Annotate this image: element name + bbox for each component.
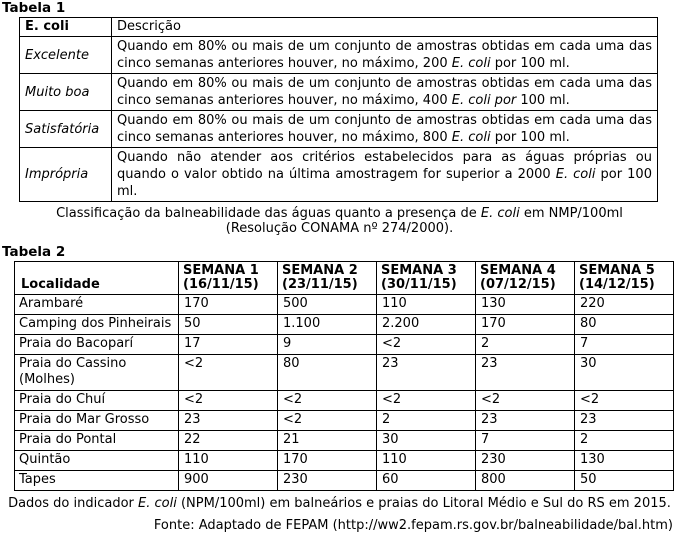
- table1-caption-line1: Classificação da balneabilidade das águas quanto a presença de E. coli em NMP/100ml: [56, 206, 623, 221]
- table2-header-row: [15, 262, 674, 295]
- table1-caption: [0, 206, 679, 236]
- table-row: [15, 315, 674, 335]
- classification-label: Muito boa: [20, 74, 112, 111]
- table2-header-week1: [179, 262, 278, 295]
- table-row: [15, 411, 674, 431]
- table2-header-localidade: Localidade: [15, 262, 179, 295]
- value-cell: <2: [377, 391, 476, 411]
- table-row: [15, 431, 674, 451]
- value-cell: 23: [575, 411, 674, 431]
- classification-label: Satisfatória: [20, 111, 112, 148]
- locality-cell: Praia do Pontal: [15, 431, 179, 451]
- classification-label: Excelente: [20, 37, 112, 74]
- week-date: (30/11/15): [381, 277, 457, 292]
- value-cell: 800: [476, 471, 575, 491]
- table-row: [15, 355, 674, 391]
- classification-description: Quando em 80% ou mais de um conjunto de amostras obtidas em cada uma das cinco semanas anteriores houver, no máximo, 400 E. coli por 100 ml.: [112, 74, 658, 111]
- table2-header-week3: [377, 262, 476, 295]
- table-row: [15, 335, 674, 355]
- table-row: [20, 111, 658, 148]
- table1-label: Tabela 1: [2, 0, 66, 16]
- week-name: SEMANA 5: [579, 263, 655, 278]
- value-cell: 900: [179, 471, 278, 491]
- table2-label: Tabela 2: [2, 244, 66, 260]
- table2-header-week2: [278, 262, 377, 295]
- table1-header-descricao: Descrição: [112, 18, 658, 37]
- value-cell: 2: [476, 335, 575, 355]
- locality-cell: Quintão: [15, 451, 179, 471]
- value-cell: 2: [575, 431, 674, 451]
- table1-header-row: [20, 18, 658, 37]
- classification-description: Quando não atender aos critérios estabelecidos para as águas próprias ou quando o valor obtido na última amostragem for superior a 2000 E. coli por 100 ml.: [112, 148, 658, 202]
- value-cell: 23: [476, 411, 575, 431]
- value-cell: 50: [575, 471, 674, 491]
- table2: [14, 261, 674, 491]
- value-cell: 7: [575, 335, 674, 355]
- value-cell: 7: [476, 431, 575, 451]
- value-cell: 60: [377, 471, 476, 491]
- week-name: SEMANA 2: [282, 263, 358, 278]
- value-cell: 110: [377, 295, 476, 315]
- locality-cell: Camping dos Pinheirais: [15, 315, 179, 335]
- table-row: [20, 148, 658, 202]
- locality-cell: Praia do Mar Grosso: [15, 411, 179, 431]
- classification-description: Quando em 80% ou mais de um conjunto de amostras obtidas em cada uma das cinco semanas anteriores houver, no máximo, 800 E. coli por 100 ml.: [112, 111, 658, 148]
- value-cell: <2: [575, 391, 674, 411]
- table-row: [15, 471, 674, 491]
- value-cell: 1.100: [278, 315, 377, 335]
- week-date: (14/12/15): [579, 277, 655, 292]
- table1-header-ecoli: E. coli: [20, 18, 112, 37]
- document-page: [0, 1, 679, 533]
- value-cell: 230: [278, 471, 377, 491]
- value-cell: 500: [278, 295, 377, 315]
- value-cell: 23: [476, 355, 575, 391]
- value-cell: 23: [377, 355, 476, 391]
- table2-header-week5: [575, 262, 674, 295]
- locality-cell: Praia do Cassino (Molhes): [15, 355, 179, 391]
- week-date: (16/11/15): [183, 277, 259, 292]
- value-cell: <2: [278, 411, 377, 431]
- week-date: (23/11/15): [282, 277, 358, 292]
- table1: [19, 17, 658, 202]
- table-row: [15, 451, 674, 471]
- week-name: SEMANA 3: [381, 263, 457, 278]
- value-cell: <2: [179, 391, 278, 411]
- week-name: SEMANA 1: [183, 263, 259, 278]
- value-cell: 17: [179, 335, 278, 355]
- locality-cell: Tapes: [15, 471, 179, 491]
- table1-caption-line2: (Resolução CONAMA nº 274/2000).: [225, 221, 454, 236]
- value-cell: 22: [179, 431, 278, 451]
- value-cell: 50: [179, 315, 278, 335]
- value-cell: 2.200: [377, 315, 476, 335]
- value-cell: 170: [476, 315, 575, 335]
- value-cell: 80: [575, 315, 674, 335]
- value-cell: 170: [179, 295, 278, 315]
- table-row: [15, 295, 674, 315]
- value-cell: 23: [179, 411, 278, 431]
- table2-caption: Dados do indicador E. coli (NPM/100ml) em balneários e praias do Litoral Médio e Sul do RS em 2015.: [8, 496, 671, 511]
- value-cell: <2: [377, 335, 476, 355]
- week-name: SEMANA 4: [480, 263, 556, 278]
- value-cell: <2: [179, 355, 278, 391]
- value-cell: 2: [377, 411, 476, 431]
- table2-header-week4: [476, 262, 575, 295]
- value-cell: <2: [278, 391, 377, 411]
- table-row: [20, 74, 658, 111]
- value-cell: 230: [476, 451, 575, 471]
- locality-cell: Arambaré: [15, 295, 179, 315]
- locality-cell: Praia do Bacoparí: [15, 335, 179, 355]
- value-cell: 9: [278, 335, 377, 355]
- value-cell: 110: [179, 451, 278, 471]
- classification-description: Quando em 80% ou mais de um conjunto de amostras obtidas em cada uma das cinco semanas anteriores houver, no máximo, 200 E. coli por 100 ml.: [112, 37, 658, 74]
- table-row: [15, 391, 674, 411]
- classification-label: Imprópria: [20, 148, 112, 202]
- value-cell: 110: [377, 451, 476, 471]
- value-cell: 130: [575, 451, 674, 471]
- value-cell: 30: [575, 355, 674, 391]
- table-row: [20, 37, 658, 74]
- value-cell: 21: [278, 431, 377, 451]
- locality-cell: Praia do Chuí: [15, 391, 179, 411]
- value-cell: 220: [575, 295, 674, 315]
- source-note: Fonte: Adaptado de FEPAM (http://ww2.fepam.rs.gov.br/balneabilidade/bal.htm): [153, 518, 673, 533]
- value-cell: <2: [476, 391, 575, 411]
- week-date: (07/12/15): [480, 277, 556, 292]
- value-cell: 130: [476, 295, 575, 315]
- value-cell: 80: [278, 355, 377, 391]
- value-cell: 170: [278, 451, 377, 471]
- value-cell: 30: [377, 431, 476, 451]
